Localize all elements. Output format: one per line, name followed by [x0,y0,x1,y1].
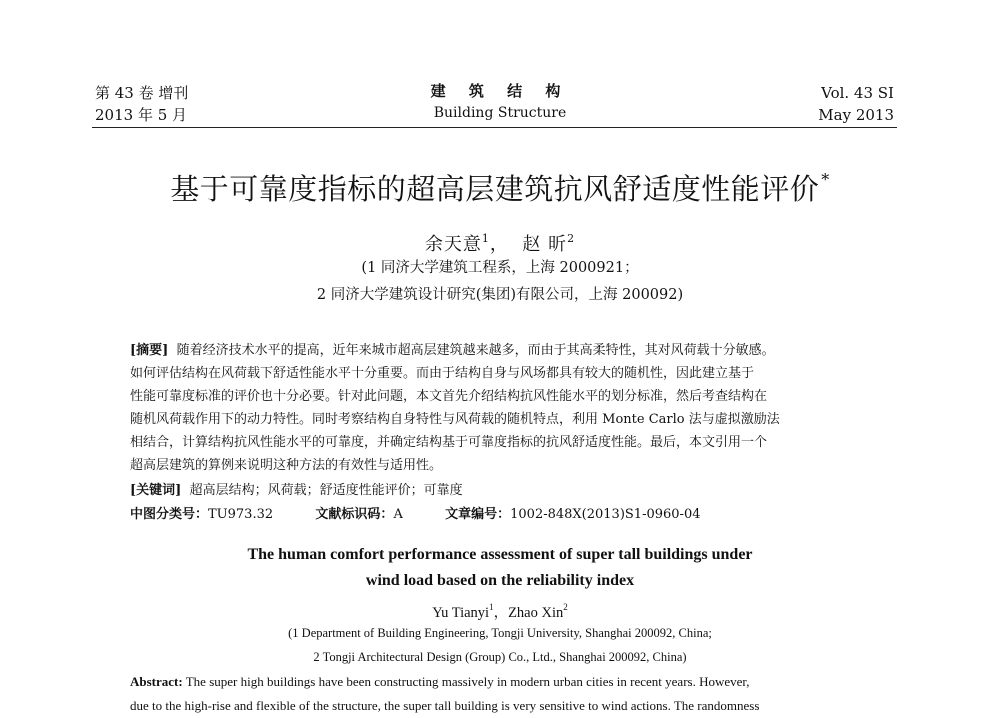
keywords-cn [130,480,463,502]
author-en-1-affil: 1 [489,602,494,612]
date-cn: 2013 年 5 月 [95,106,188,124]
abstract-cn-line-5: 相结合，计算结构抗风性能水平的可靠度，并确定结构基于可靠度指标的抗风舒适度性能。最后，本文引用一个 [130,435,768,450]
doc-code-value: A [393,507,403,522]
author-2: 赵 昕 [522,234,568,255]
article-no-label: 文章编号： [445,507,511,522]
abstract-en-line-1 [130,670,878,694]
author-separator: ， [489,234,509,255]
keywords-cn-label: [关键词] [130,483,182,498]
affiliation-en-2: 2 Tongji Architectural Design (Group) Co., Ltd., Shanghai 200092, China) [313,650,687,664]
date-en: May 2013 [818,106,894,124]
author-en-2: Zhao Xin [508,605,564,621]
clc-label: 中图分类号： [130,507,209,522]
abstract-en-line-2: due to the high-rise and flexible of the structure, the super tall building is very sensitive to wind actions. The randomness [130,698,760,713]
authors-cn [0,226,1000,258]
abstract-cn-label: [摘要] [130,343,169,358]
abstract-en-label: Abstract: [130,674,183,689]
affiliation-cn-1: (1 同济大学建筑工程系，上海 2000921； [361,260,639,276]
abstract-en-text-1: The super high buildings have been constructing massively in modern urban cities in recent years. However, [185,674,750,689]
article-no-value: 1002-848X(2013)S1-0960-04 [510,507,701,522]
journal-name-cn: 建 筑 结 构 [430,82,570,100]
affiliation-en-1: (1 Department of Building Engineering, Tongji University, Shanghai 200092, China; [288,626,712,640]
author-1-affil: 1 [481,232,490,245]
header-right [818,82,894,126]
classification-line [130,504,701,526]
abstract-cn-line-2: 如何评估结构在风荷载下舒适性能水平十分重要。而由于结构自身与风场都具有较大的随机性，因此建立基于 [130,366,755,381]
volume-en: Vol. 43 SI [821,84,894,102]
clc-value: TU973.32 [208,507,274,522]
volume-cn: 第 43 卷 增刊 [95,84,189,102]
author-en-separator: ， [493,605,509,621]
abstract-cn-line-1 [130,340,870,362]
journal-name-en: Building Structure [433,105,567,121]
title-footnote-mark: * [821,170,830,189]
paper-title-cn [0,160,1000,209]
author-2-affil: 2 [567,232,576,245]
authors-en [0,596,1000,624]
abstract-cn-text-1: 随着经济技术水平的提高，近年来城市超高层建筑越来越多，而由于其高柔特性，其对风荷载十分敏感。 [176,343,775,358]
paper-title-en-1: The human comfort performance assessment of super tall buildings under [247,546,753,563]
abstract-cn-line-3: 性能可靠度标准的评价也十分必要。针对此问题，本文首先介绍结构抗风性能水平的划分标准，然后考查结构在 [130,389,768,404]
abstract-cn-line-4: 随机风荷载作用下的动力特性。同时考察结构自身特性与风荷载的随机特点，利用 Monte Carlo 法与虚拟激励法 [130,412,780,427]
author-en-1: Yu Tianyi [432,605,490,621]
doc-code-label: 文献标识码： [315,507,394,522]
paper-title-en-2: wind load based on the reliability index [365,572,635,589]
author-1: 余天意 [424,234,482,255]
author-en-2-affil: 2 [563,602,568,612]
abstract-cn-line-6: 超高层建筑的算例来说明这种方法的有效性与适用性。 [130,458,443,473]
header-rule [92,127,897,128]
keywords-cn-text: 超高层结构；风荷载；舒适度性能评价；可靠度 [189,483,463,498]
paper-title-text: 基于可靠度指标的超高层建筑抗风舒适度性能评价 [170,172,820,206]
affiliation-cn-2: 2 同济大学建筑设计研究(集团)有限公司，上海 200092) [316,287,684,303]
